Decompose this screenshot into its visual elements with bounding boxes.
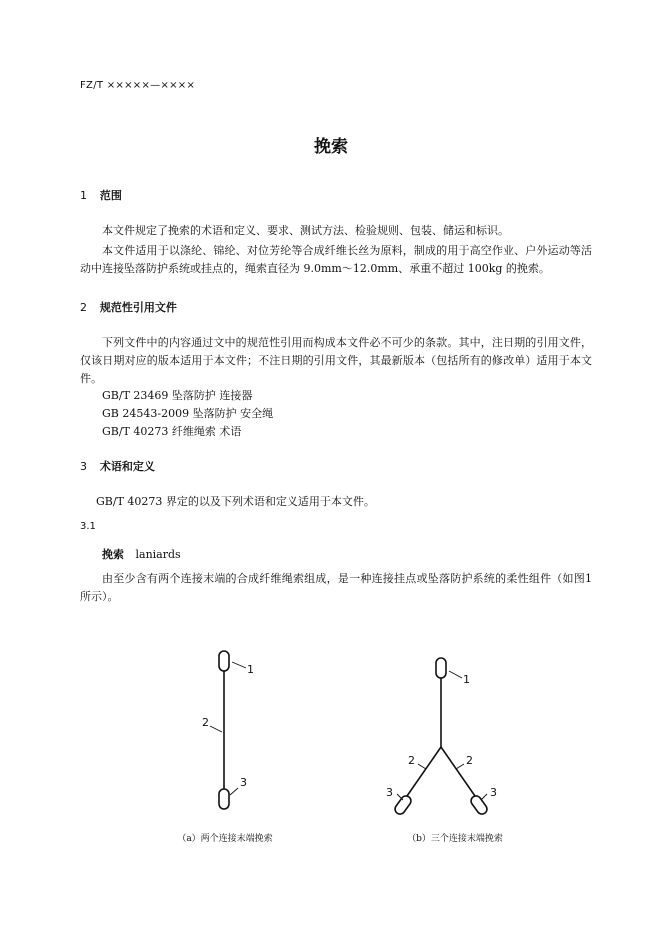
section-number: 2: [80, 301, 87, 314]
leader-line: [481, 794, 487, 800]
section-terms-heading: [80, 458, 155, 474]
scope-paragraph-2: 本文件适用于以涤纶、锦纶、对位芳纶等合成纤维长丝为原料，制成的用于高空作业、户外运动等活动中连接坠落防护系统或挂点的，绳索直径为 9.0mm～12.0mm、承重不超过 100kg 的挽索。: [80, 244, 592, 275]
figure-caption-b: （b）三个连接末端挽索: [407, 834, 503, 844]
section-title: 范围: [99, 189, 122, 202]
reference-item: GB 24543-2009 坠落防护 安全绳: [102, 407, 274, 420]
connector-end-bottom: [219, 789, 229, 809]
lanyard-three-ends-diagram: [393, 658, 489, 816]
term-english: laniards: [135, 548, 181, 561]
clause-number: 3.1: [80, 521, 96, 532]
term-definition: 由至少含有两个连接末端的合成纤维绳索组成，是一种连接挂点或坠落防护系统的柔性组件（如图1所示）。: [80, 572, 592, 603]
label-end-right: 3: [490, 786, 497, 799]
section-number: 3: [80, 460, 87, 473]
label-rope: 2: [202, 716, 209, 729]
section-title: 术语和定义: [99, 460, 155, 473]
reference-item: GB/T 23469 坠落防护 连接器: [102, 389, 253, 402]
figure-caption-a: （a）两个连接末端挽索: [177, 834, 273, 844]
leader-line: [232, 662, 246, 668]
leader-line: [418, 764, 426, 769]
section-normative-heading: [80, 299, 177, 315]
term-entry: [102, 546, 181, 562]
label-end: 3: [240, 776, 247, 789]
scope-paragraph-1: 本文件规定了挽索的术语和定义、要求、测试方法、检验规则、包装、储运和标识。: [102, 224, 509, 237]
figure-lanyards: [150, 640, 530, 840]
term-chinese: 挽索: [102, 548, 124, 561]
standard-code: FZ/T ×××××—××××: [80, 80, 196, 91]
leader-line: [449, 671, 462, 678]
label-connector: 1: [247, 663, 254, 676]
connector-end-top: [219, 651, 229, 671]
section-scope-heading: [80, 187, 122, 203]
leader-line: [210, 726, 222, 732]
section-number: 1: [80, 189, 87, 202]
label-end-left: 3: [386, 786, 393, 799]
leader-line: [230, 788, 238, 795]
connector-end-left: [393, 794, 413, 816]
normative-intro: 下列文件中的内容通过文中的规范性引用而构成本文件必不可少的条款。其中，注日期的引用文件，仅该日期对应的版本适用于本文件；不注日期的引用文件，其最新版本（包括所有的修改单）适用于本文件。: [80, 336, 592, 385]
connector-end-right: [469, 794, 489, 816]
label-rope-left: 2: [408, 754, 415, 767]
terms-intro: GB/T 40273 界定的以及下列术语和定义适用于本文件。: [96, 495, 375, 508]
section-title: 规范性引用文件: [99, 301, 177, 314]
label-connector: 1: [463, 673, 470, 686]
reference-item: GB/T 40273 纤维绳索 术语: [102, 425, 242, 438]
connector-end-top: [436, 658, 446, 678]
label-rope-right: 2: [466, 754, 473, 767]
leader-line: [456, 764, 464, 769]
document-title: 挽索: [314, 137, 348, 157]
